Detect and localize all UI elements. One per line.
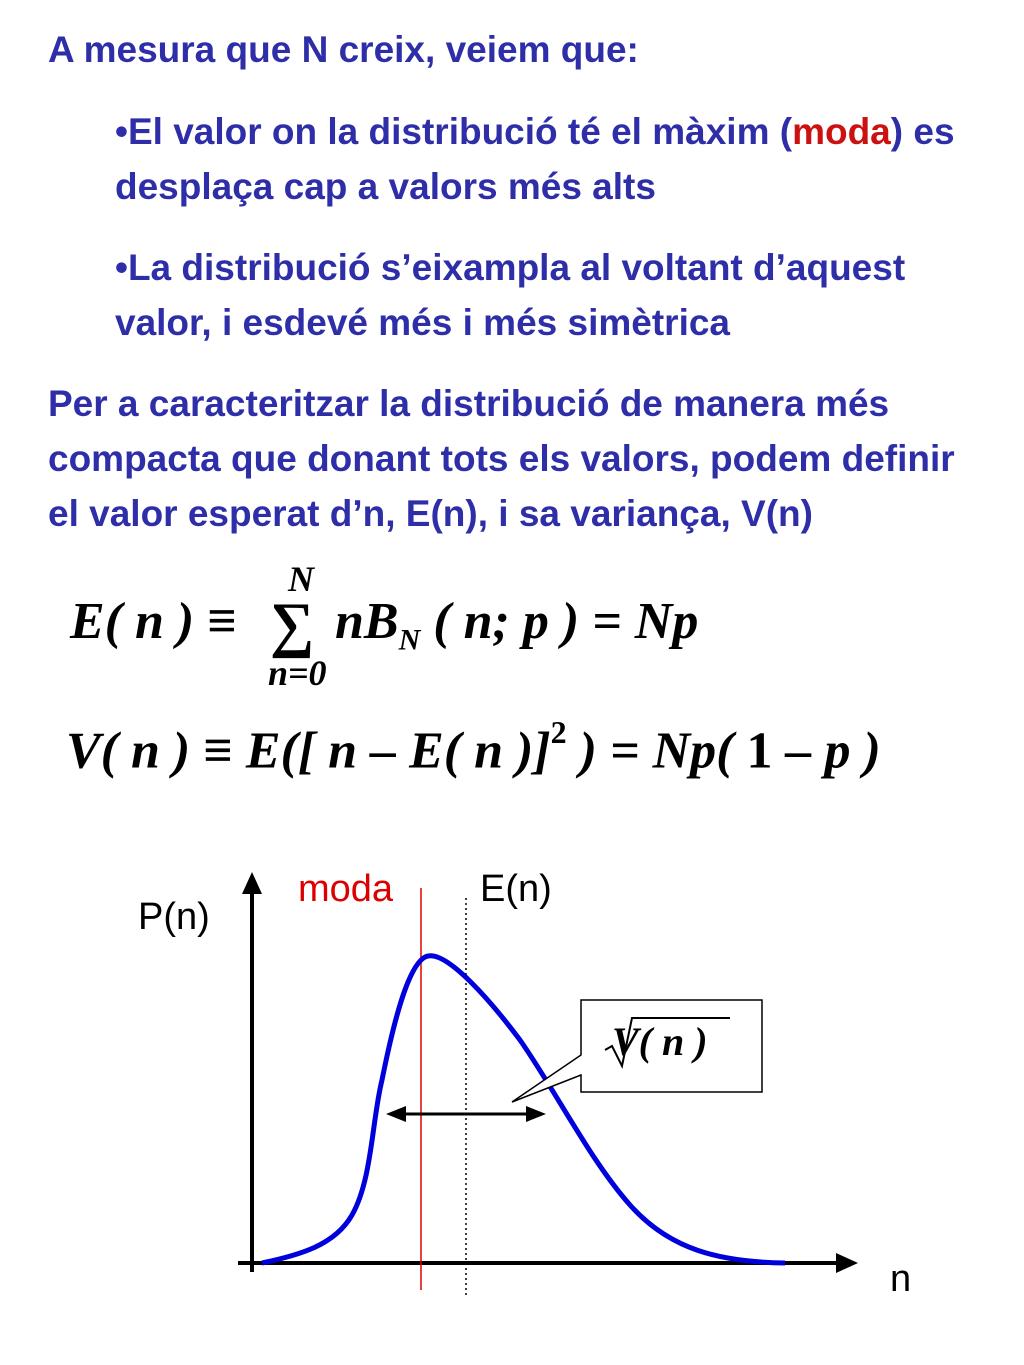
y-axis-label: P(n) [138,896,210,938]
x-axis-arrowhead [836,1253,858,1273]
bullet-2-line-1: •La distribució s’eixampla al voltant d’aquest [115,247,906,288]
formula-2-one: 1 [746,722,773,780]
y-axis-arrowhead [242,872,262,894]
width-arrow-left-head [386,1106,406,1122]
sqrt-v-label: V( n ) [612,1019,708,1064]
bullet-1-prefix: •El valor on la distribució té el màxim ( [115,111,793,152]
formula-2-part-2: ) = Np( [579,722,734,780]
mode-label: moda [298,868,394,910]
mean-label: E(n) [480,868,552,910]
sum-lower-limit: n=0 [268,653,327,693]
bullet-1-suffix: ) es [890,111,955,152]
formula-1-lhs: E( n ) ≡ [70,593,237,650]
x-axis-label: n [890,1258,912,1300]
paragraph-line-2: compacta que donant tots els valors, podem definir [48,438,955,479]
formula-1-subscript: N [398,623,421,657]
paragraph-line-1: Per a caracteritzar la distribució de manera més [48,383,890,424]
sum-symbol: ∑ [270,591,315,659]
formula-1-args: ( n; p ) = Np [433,593,699,650]
moda-highlight: moda [792,111,891,152]
formula-2-part-3: – p ) [785,722,881,780]
paragraph-line-3: el valor esperat d’n, E(n), i sa variança, V(n) [48,493,813,534]
sum-upper-limit: N [288,559,314,599]
heading: A mesura que N creix, veiem que: [48,29,639,70]
formula-1-b: nB [335,593,399,650]
width-arrow-right-head [526,1106,546,1122]
bullet-1-line-2: desplaça cap a valors més alts [115,166,656,207]
formula-2-exponent: 2 [550,714,567,750]
formula-2-part-1: V( n ) ≡ E([ n – E( n )] [66,722,551,780]
bullet-2-line-2: valor, i esdevé més i més simètrica [115,302,730,343]
